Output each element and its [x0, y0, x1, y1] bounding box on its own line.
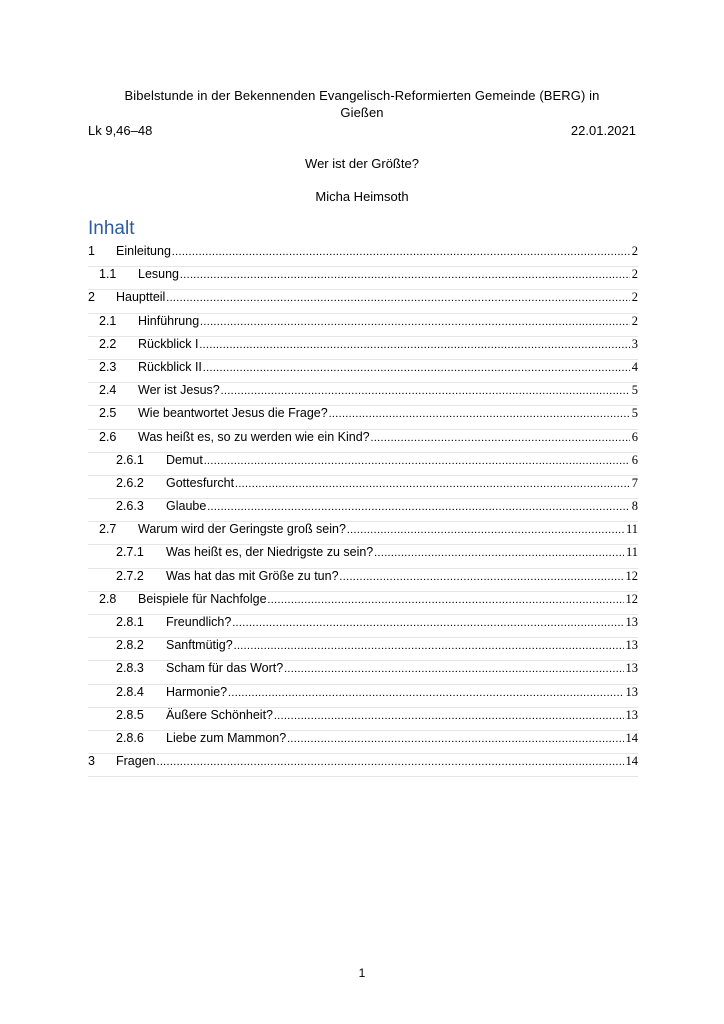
- toc-entry-title[interactable]: Hauptteil: [116, 290, 166, 305]
- document-subtitle: Wer ist der Größte?: [305, 156, 419, 171]
- toc-entry-number: 2.1: [99, 313, 117, 328]
- toc-dot-leader: [340, 571, 624, 583]
- toc-entry[interactable]: [88, 615, 638, 638]
- toc-dot-leader: [268, 594, 624, 606]
- toc-entry-title[interactable]: Rückblick II: [138, 359, 202, 374]
- toc-dot-leader: [199, 339, 629, 351]
- toc-entry-page[interactable]: 5: [631, 406, 638, 421]
- toc-entry-number: 2.8.5: [116, 707, 144, 722]
- toc-entry-number: 2.8.1: [116, 615, 144, 629]
- toc-entry-title[interactable]: Was hat das mit Größe zu tun?: [166, 568, 339, 583]
- toc-entry[interactable]: [88, 430, 638, 453]
- toc-entry-number: 2.7.2: [116, 568, 144, 583]
- toc-entry-page[interactable]: 13: [625, 684, 638, 699]
- toc-entry-number: 2.5: [99, 406, 117, 421]
- toc-entry-page[interactable]: 2: [631, 267, 638, 282]
- toc-dot-leader: [180, 269, 630, 281]
- toc-entry-title[interactable]: Einleitung: [116, 244, 171, 258]
- document-title-line-2: Gießen: [340, 105, 384, 120]
- document-author: Micha Heimsoth: [315, 189, 409, 204]
- toc-entry-page[interactable]: 13: [625, 615, 638, 629]
- toc-entry[interactable]: [88, 499, 638, 522]
- toc-entry-page[interactable]: 11: [625, 545, 638, 560]
- toc-entry-page[interactable]: 13: [625, 707, 638, 722]
- toc-dot-leader: [203, 362, 630, 374]
- toc-entry-number: 2.6.2: [116, 475, 144, 490]
- toc-dot-leader: [284, 663, 623, 675]
- toc-entry-number: 2.8.2: [116, 638, 144, 653]
- toc-dot-leader: [207, 501, 629, 513]
- toc-entry-page[interactable]: 3: [631, 336, 638, 351]
- toc-entry[interactable]: [88, 638, 638, 661]
- toc-dot-leader: [287, 733, 623, 745]
- toc-entry-number: 2: [88, 290, 95, 305]
- toc-entry-title[interactable]: Rückblick I: [138, 336, 199, 351]
- toc-entry-title[interactable]: Beispiele für Nachfolge: [138, 591, 267, 606]
- toc-entry[interactable]: [88, 383, 638, 406]
- toc-entry[interactable]: [88, 267, 638, 290]
- toc-entry-title[interactable]: Glaube: [166, 499, 207, 514]
- page-number: 1: [358, 966, 366, 980]
- toc-entry[interactable]: [88, 545, 638, 568]
- toc-entry[interactable]: [88, 476, 638, 499]
- toc-entry-title[interactable]: Wer ist Jesus?: [138, 383, 220, 398]
- toc-entry-title[interactable]: Fragen: [116, 754, 156, 769]
- toc-entry-page[interactable]: 6: [631, 429, 638, 444]
- toc-entry-page[interactable]: 11: [625, 522, 638, 537]
- toc-entry[interactable]: [88, 731, 638, 754]
- toc-dot-leader: [228, 687, 623, 699]
- toc-entry[interactable]: [88, 569, 638, 592]
- scripture-reference: Lk 9,46–48: [88, 123, 153, 138]
- toc-dot-leader: [371, 432, 630, 444]
- table-of-contents: [88, 244, 638, 777]
- toc-entry-title[interactable]: Lesung: [138, 267, 180, 282]
- toc-dot-leader: [374, 547, 624, 559]
- toc-entry[interactable]: [88, 661, 638, 684]
- toc-entry-title[interactable]: Warum wird der Geringste groß sein?: [138, 522, 346, 537]
- toc-entry-page[interactable]: 14: [625, 730, 638, 745]
- toc-entry-title[interactable]: Freundlich?: [166, 615, 232, 629]
- toc-entry[interactable]: [88, 685, 638, 708]
- toc-entry-page[interactable]: 13: [625, 661, 638, 676]
- toc-entry-page[interactable]: 5: [631, 383, 638, 398]
- toc-entry-title[interactable]: Sanftmütig?: [166, 638, 233, 653]
- toc-entry-number: 2.3: [99, 359, 117, 374]
- toc-entry-title[interactable]: Was heißt es, so zu werden wie ein Kind?: [138, 429, 370, 444]
- toc-entry-number: 2.4: [99, 383, 117, 398]
- toc-dot-leader: [200, 316, 630, 328]
- toc-entry[interactable]: [88, 522, 638, 545]
- toc-dot-leader: [157, 756, 624, 768]
- toc-entry-title[interactable]: Gottesfurcht: [166, 475, 235, 490]
- toc-entry[interactable]: [88, 337, 638, 360]
- toc-dot-leader: [172, 246, 630, 258]
- toc-entry-page[interactable]: 2: [631, 244, 638, 258]
- toc-entry-title[interactable]: Liebe zum Mammon?: [166, 730, 287, 745]
- toc-entry-page[interactable]: 8: [631, 499, 638, 514]
- toc-entry[interactable]: [88, 754, 638, 777]
- toc-entry-title[interactable]: Äußere Schönheit?: [166, 707, 274, 722]
- toc-entry-number: 2.2: [99, 336, 117, 351]
- toc-entry[interactable]: [88, 360, 638, 383]
- toc-entry-number: 2.6.1: [116, 452, 144, 467]
- toc-dot-leader: [234, 640, 624, 652]
- toc-entry-number: 2.8.4: [116, 684, 144, 699]
- toc-entry-page[interactable]: 12: [625, 591, 638, 606]
- toc-entry-title[interactable]: Hinführung: [138, 313, 200, 328]
- toc-entry-number: 2.6.3: [116, 499, 144, 514]
- toc-entry-title[interactable]: Demut: [166, 452, 203, 467]
- toc-entry[interactable]: [88, 708, 638, 731]
- toc-dot-leader: [235, 478, 630, 490]
- toc-dot-leader: [204, 455, 630, 467]
- toc-entry-number: 3: [88, 754, 95, 769]
- toc-entry-page[interactable]: 13: [625, 638, 638, 653]
- toc-entry-page[interactable]: 14: [625, 754, 638, 769]
- toc-entry[interactable]: [88, 290, 638, 313]
- toc-entry[interactable]: [88, 406, 638, 429]
- document-date: 22.01.2021: [570, 123, 636, 138]
- toc-entry-page[interactable]: 12: [625, 568, 638, 583]
- toc-entry-number: 2.8: [99, 591, 117, 606]
- toc-entry-number: 2.8.3: [116, 661, 144, 676]
- meta-row: [88, 122, 636, 139]
- toc-entry[interactable]: [88, 592, 638, 615]
- toc-dot-leader: [232, 617, 623, 629]
- toc-entry-title[interactable]: Was heißt es, der Niedrigste zu sein?: [166, 545, 374, 560]
- toc-entry-page[interactable]: 2: [631, 290, 638, 305]
- toc-entry-page[interactable]: 4: [631, 359, 638, 374]
- toc-entry-title[interactable]: Wie beantwortet Jesus die Frage?: [138, 406, 328, 421]
- toc-entry-number: 2.6: [99, 429, 117, 444]
- toc-entry[interactable]: [88, 244, 638, 267]
- document-title-line-1: Bibelstunde in der Bekennenden Evangelisch-Reformierten Gemeinde (BERG) in: [124, 88, 600, 103]
- toc-entry-title[interactable]: Harmonie?: [166, 684, 228, 699]
- toc-entry-title[interactable]: Scham für das Wort?: [166, 661, 284, 676]
- toc-entry-page[interactable]: 2: [631, 313, 638, 328]
- toc-dot-leader: [166, 292, 629, 304]
- toc-entry-number: 2.7: [99, 522, 117, 537]
- toc-entry-number: 2.8.6: [116, 730, 144, 745]
- toc-dot-leader: [329, 408, 630, 420]
- toc-entry-number: 2.7.1: [116, 545, 144, 560]
- toc-entry-number: 1: [88, 244, 95, 258]
- toc-dot-leader: [347, 524, 624, 536]
- toc-heading: Inhalt: [88, 218, 135, 239]
- toc-entry[interactable]: [88, 453, 638, 476]
- toc-dot-leader: [274, 710, 623, 722]
- toc-entry-number: 1.1: [99, 267, 117, 282]
- toc-entry-page[interactable]: 6: [631, 452, 638, 467]
- toc-entry[interactable]: [88, 314, 638, 337]
- toc-dot-leader: [221, 385, 630, 397]
- toc-entry-page[interactable]: 7: [631, 475, 638, 490]
